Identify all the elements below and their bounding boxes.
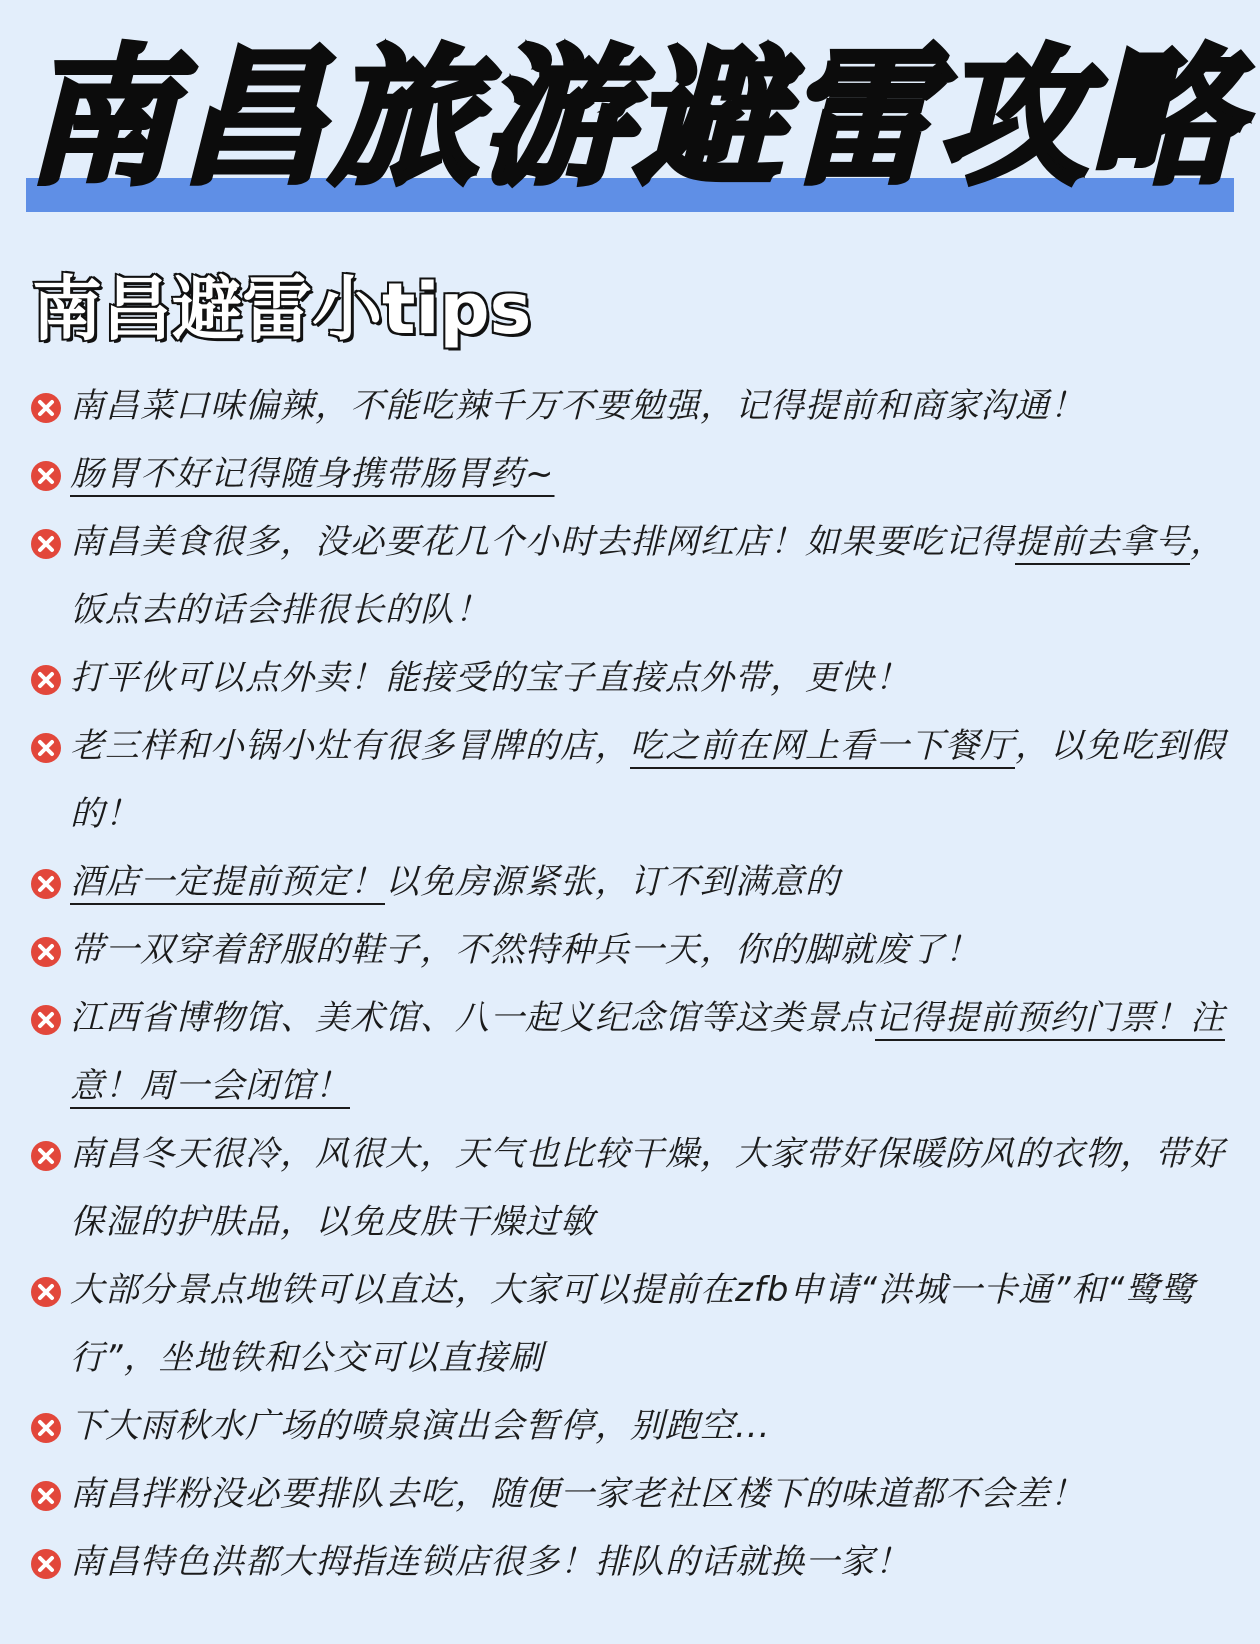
cross-circle-icon xyxy=(30,528,62,560)
tip-text: 大部分景点地铁可以直达，大家可以提前在zfb申请“洪城一卡通”和“鹭鹭行”，坐地铁和公交可以直接刷 xyxy=(70,1270,1196,1378)
list-item xyxy=(30,916,1230,984)
tip-text: 南昌美食很多，没必要花几个小时去排网红店！如果要吃记得 xyxy=(70,522,1015,562)
list-item xyxy=(30,372,1230,440)
cross-circle-icon xyxy=(30,1140,62,1172)
cross-circle-icon xyxy=(30,1276,62,1308)
tip-text: 老三样和小锅小灶有很多冒牌的店， xyxy=(70,726,630,766)
list-item xyxy=(30,712,1230,848)
tip-text: ，饭点去的话会排很长的队！ xyxy=(70,522,1225,630)
cross-circle-icon xyxy=(30,460,62,492)
tip-highlight: 酒店一定提前预定！ xyxy=(70,862,385,902)
tip-text: ，以免吃到假的！ xyxy=(70,726,1225,834)
tip-text: 以免房源紧张，订不到满意的 xyxy=(385,862,840,902)
title-banner xyxy=(26,28,1242,212)
cross-circle-icon xyxy=(30,1412,62,1444)
cross-circle-icon xyxy=(30,1004,62,1036)
cross-circle-icon xyxy=(30,1548,62,1580)
tips-list xyxy=(30,372,1230,1596)
list-item xyxy=(30,644,1230,712)
page-title: 南昌旅游避雷攻略 xyxy=(26,32,1242,204)
list-item xyxy=(30,508,1230,644)
list-item xyxy=(30,440,1230,508)
cross-circle-icon xyxy=(30,392,62,424)
tip-text: 南昌拌粉没必要排队去吃，随便一家老社区楼下的味道都不会差！ xyxy=(70,1474,1085,1514)
list-item xyxy=(30,1256,1230,1392)
section-heading: 南昌避雷小tips xyxy=(32,268,532,350)
tip-text: 肠胃不好记得随身携带肠胃药~ xyxy=(70,454,555,494)
tip-text: 江西省博物馆、美术馆、八一起义纪念馆等这类景点 xyxy=(70,998,875,1038)
list-item xyxy=(30,1460,1230,1528)
tip-text: 打平伙可以点外卖！能接受的宝子直接点外带，更快！ xyxy=(70,658,910,698)
list-item xyxy=(30,1528,1230,1596)
cross-circle-icon xyxy=(30,664,62,696)
cross-circle-icon xyxy=(30,936,62,968)
tip-highlight: 记得提前预约门票！注意！周一会闭馆！ xyxy=(70,998,1225,1106)
tip-highlight: 提前去拿号 xyxy=(1015,522,1190,562)
list-item xyxy=(30,984,1230,1120)
tip-text: 南昌冬天很冷，风很大，天气也比较干燥，大家带好保暖防风的衣物，带好保湿的护肤品，以免皮肤干燥过敏 xyxy=(70,1134,1225,1242)
list-item xyxy=(30,1120,1230,1256)
tip-highlight: 吃之前在网上看一下餐厅 xyxy=(630,726,1015,766)
list-item xyxy=(30,1392,1230,1460)
list-item xyxy=(30,848,1230,916)
cross-circle-icon xyxy=(30,868,62,900)
tip-text: 下大雨秋水广场的喷泉演出会暂停，别跑空... xyxy=(70,1406,771,1446)
cross-circle-icon xyxy=(30,1480,62,1512)
cross-circle-icon xyxy=(30,732,62,764)
tip-text: 南昌菜口味偏辣，不能吃辣千万不要勉强，记得提前和商家沟通！ xyxy=(70,386,1085,426)
tip-text: 南昌特色洪都大拇指连锁店很多！排队的话就换一家！ xyxy=(70,1542,910,1582)
tip-text: 带一双穿着舒服的鞋子，不然特种兵一天，你的脚就废了！ xyxy=(70,930,980,970)
